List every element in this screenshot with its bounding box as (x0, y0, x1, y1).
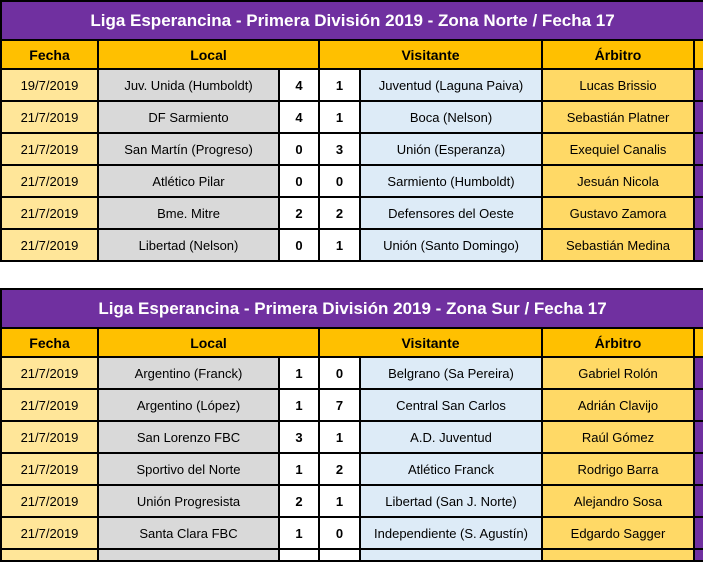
home-team: Sportivo del Norte (98, 453, 279, 485)
away-team: Independiente (S. Agustín) (360, 517, 542, 549)
home-team: San Martín (Progreso) (98, 133, 279, 165)
match-date: 21/7/2019 (1, 133, 98, 165)
right-strip (694, 549, 703, 561)
away-score: 2 (319, 197, 360, 229)
home-team: Libertad (Nelson) (98, 229, 279, 261)
referee (542, 549, 694, 561)
away-score: 1 (319, 421, 360, 453)
title-row (1, 289, 703, 328)
match-date: 21/7/2019 (1, 389, 98, 421)
referee: Sebastián Platner (542, 101, 694, 133)
away-score: 2 (319, 453, 360, 485)
home-team: Juv. Unida (Humboldt) (98, 69, 279, 101)
referee: Raúl Gómez (542, 421, 694, 453)
match-date: 21/7/2019 (1, 101, 98, 133)
away-team: A.D. Juventud (360, 421, 542, 453)
home-score: 4 (279, 69, 319, 101)
match-row (1, 485, 703, 517)
away-score (319, 549, 360, 561)
match-date (1, 549, 98, 561)
match-date: 21/7/2019 (1, 421, 98, 453)
column-header-local: Local (98, 328, 319, 357)
home-team: San Lorenzo FBC (98, 421, 279, 453)
away-score: 1 (319, 69, 360, 101)
home-score: 1 (279, 517, 319, 549)
away-team: Atlético Franck (360, 453, 542, 485)
column-header-fecha: Fecha (1, 40, 98, 69)
right-strip (694, 165, 703, 197)
match-date: 21/7/2019 (1, 165, 98, 197)
home-score: 1 (279, 357, 319, 389)
referee: Edgardo Sagger (542, 517, 694, 549)
match-date: 21/7/2019 (1, 197, 98, 229)
right-strip (694, 453, 703, 485)
away-score: 3 (319, 133, 360, 165)
home-team: Santa Clara FBC (98, 517, 279, 549)
away-score: 0 (319, 165, 360, 197)
match-row (1, 197, 703, 229)
referee: Gustavo Zamora (542, 197, 694, 229)
away-score: 1 (319, 101, 360, 133)
column-header-fecha: Fecha (1, 328, 98, 357)
match-date: 19/7/2019 (1, 69, 98, 101)
away-team: Central San Carlos (360, 389, 542, 421)
away-team (360, 549, 542, 561)
right-strip (694, 421, 703, 453)
match-date: 21/7/2019 (1, 357, 98, 389)
away-score: 0 (319, 517, 360, 549)
match-row (1, 165, 703, 197)
table-title: Liga Esperancina - Primera División 2019 - Zona Sur / Fecha 17 (1, 289, 703, 328)
column-header-arbitro: Árbitro (542, 328, 694, 357)
match-row (1, 229, 703, 261)
match-date: 21/7/2019 (1, 517, 98, 549)
referee: Sebastián Medina (542, 229, 694, 261)
home-score (279, 549, 319, 561)
match-row (1, 453, 703, 485)
away-score: 0 (319, 357, 360, 389)
zona-norte-table (0, 0, 703, 262)
home-score: 0 (279, 165, 319, 197)
match-row (1, 421, 703, 453)
right-strip (694, 357, 703, 389)
right-strip (694, 101, 703, 133)
away-team: Belgrano (Sa Pereira) (360, 357, 542, 389)
match-row (1, 101, 703, 133)
home-team: DF Sarmiento (98, 101, 279, 133)
right-strip (694, 389, 703, 421)
right-strip (694, 485, 703, 517)
column-header-local: Local (98, 40, 319, 69)
match-date: 21/7/2019 (1, 453, 98, 485)
home-team (98, 549, 279, 561)
referee: Rodrigo Barra (542, 453, 694, 485)
away-team: Boca (Nelson) (360, 101, 542, 133)
home-score: 4 (279, 101, 319, 133)
away-team: Unión (Santo Domingo) (360, 229, 542, 261)
away-team: Juventud (Laguna Paiva) (360, 69, 542, 101)
right-strip (694, 133, 703, 165)
table-title: Liga Esperancina - Primera División 2019 - Zona Norte / Fecha 17 (1, 1, 703, 40)
referee: Gabriel Rolón (542, 357, 694, 389)
match-date: 21/7/2019 (1, 485, 98, 517)
column-header-visitante: Visitante (319, 328, 542, 357)
home-team: Atlético Pilar (98, 165, 279, 197)
right-strip (694, 517, 703, 549)
header-row (1, 328, 703, 357)
column-header-arbitro: Árbitro (542, 40, 694, 69)
home-team: Argentino (Franck) (98, 357, 279, 389)
right-strip (694, 69, 703, 101)
match-row (1, 69, 703, 101)
referee: Exequiel Canalis (542, 133, 694, 165)
home-team: Unión Progresista (98, 485, 279, 517)
right-strip-header (694, 40, 703, 69)
home-team: Argentino (López) (98, 389, 279, 421)
right-strip (694, 197, 703, 229)
title-row (1, 1, 703, 40)
home-score: 3 (279, 421, 319, 453)
match-row (1, 389, 703, 421)
match-date: 21/7/2019 (1, 229, 98, 261)
referee: Alejandro Sosa (542, 485, 694, 517)
home-score: 0 (279, 229, 319, 261)
zona-sur-table (0, 288, 703, 562)
home-score: 2 (279, 485, 319, 517)
referee: Adrián Clavijo (542, 389, 694, 421)
away-score: 7 (319, 389, 360, 421)
right-strip-header (694, 328, 703, 357)
match-row (1, 517, 703, 549)
partial-clipped-row (1, 549, 703, 561)
home-score: 1 (279, 389, 319, 421)
away-score: 1 (319, 485, 360, 517)
match-row (1, 357, 703, 389)
table-gap (0, 262, 703, 288)
header-row (1, 40, 703, 69)
referee: Jesuán Nicola (542, 165, 694, 197)
right-strip (694, 229, 703, 261)
column-header-visitante: Visitante (319, 40, 542, 69)
match-row (1, 133, 703, 165)
referee: Lucas Brissio (542, 69, 694, 101)
away-score: 1 (319, 229, 360, 261)
away-team: Unión (Esperanza) (360, 133, 542, 165)
home-score: 0 (279, 133, 319, 165)
away-team: Libertad (San J. Norte) (360, 485, 542, 517)
home-score: 2 (279, 197, 319, 229)
home-score: 1 (279, 453, 319, 485)
away-team: Sarmiento (Humboldt) (360, 165, 542, 197)
away-team: Defensores del Oeste (360, 197, 542, 229)
home-team: Bme. Mitre (98, 197, 279, 229)
